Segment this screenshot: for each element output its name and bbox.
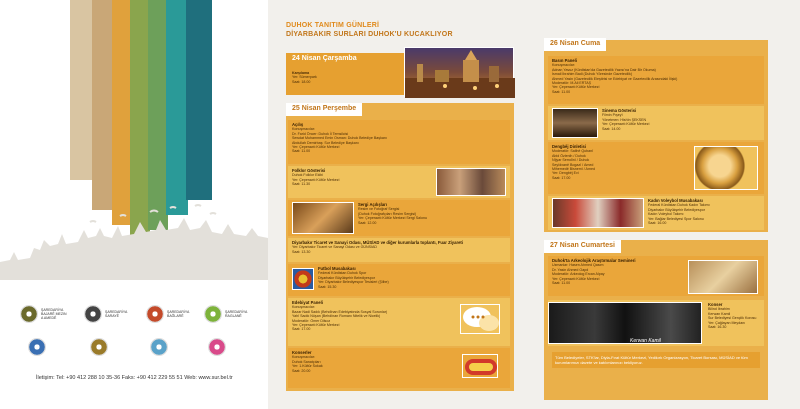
event-line: Yer: Çeperawlı Kültür Merkezi (552, 276, 600, 281)
event-line: Diyarbakır Büyükşehir Belediyespor (648, 207, 705, 212)
city-skyline-silhouette (0, 200, 268, 280)
color-stripe (92, 0, 114, 210)
day-24-section (286, 53, 514, 95)
event-line: Federal Kürdistan Duhok Spor (318, 271, 367, 276)
event-block (548, 196, 764, 230)
event-line: Saat: 15.30 (318, 284, 337, 289)
day-27-label: 27 Nisan Cumartesi (544, 240, 621, 253)
singer-caption: Kerwan Kamil (630, 338, 661, 344)
event-block (548, 142, 764, 194)
event-title: Folklor Gösterisi (292, 168, 326, 173)
event-line: Yer: Çeperawlı Kültür Merkezi Sergi Salonu (358, 216, 427, 221)
event-line: Moderatör: M.Ali ERTAŞ (552, 81, 592, 86)
contact-line: İletişim: Tel: +90 412 288 10 35-36 Faks: +90 412 229 55 51 Web: www.sur.bel.tr (36, 375, 233, 381)
event-text (552, 59, 760, 94)
event-line: Seyîdxanê Bogazî / Amed (552, 162, 594, 167)
right-panel (540, 0, 772, 409)
singers-photo (548, 302, 702, 344)
event-block (288, 298, 510, 346)
event-title: Konser (708, 302, 723, 307)
event-line: Moderatör: Salihê Qubanî (552, 149, 594, 154)
event-line: Yahî Sadık Nûşan (Behdînan Romanı Nitelik ve Nicelik) (292, 314, 381, 319)
folk-dance-photo (436, 168, 506, 196)
event-line: Saat: 11.30 (292, 182, 311, 187)
event-line: Diyarbakır Büyükşehir Belediyespor (318, 275, 375, 280)
event-line: Bilind İbrahim (708, 307, 730, 312)
event-block (548, 106, 764, 140)
event-line: Saat: 14.00 (602, 126, 621, 131)
volleyball-team-photo (552, 198, 644, 228)
sponsor-logo (20, 305, 67, 323)
program-title: DUHOK TANITIM GÜNLERİ (286, 22, 380, 29)
event-line: Yer: Çağlayan Meydanı (708, 320, 746, 325)
event-line: Duhok Folklor Ekibi (292, 173, 323, 178)
logo-emblem-icon (20, 305, 38, 323)
event-line: Konuşmacılar: (292, 305, 315, 310)
event-line: Saat: 17.00 (552, 175, 571, 180)
invitation-footer: Tüm Belediyeler, STK'lar, Diyla-Fırat Kültür Merkezi, Yedikırk Organizasyon, Ticaret Borsası, MÜSİAD ve tüm kurumlarımızı davete ve katılımlarınızı bekliyoruz. (552, 352, 760, 368)
event-line: Yer: Dengbêj Evi (552, 171, 579, 176)
event-text (292, 123, 506, 154)
event-title: Kadın Voleybol Musabakası (648, 198, 703, 203)
event-line: Adnan Yavuz (Kürdistan'da Gazetecilik Yazısı'na Dair Bir Okuma) (552, 67, 656, 72)
event-line: Dr. Farid Öncer: Duhok İl Temsilcisi (292, 131, 349, 136)
event-line: Yer: Diyarbakır Ticaret ve Sanayi Odası ve GÜNSİAD (292, 245, 377, 250)
event-title: Duhok'ta Arkeolojik Araştırmalar Semineri (552, 258, 636, 263)
sponsor-logo (208, 338, 255, 356)
event-text (648, 199, 762, 225)
event-line: Moderatör: Arkeolog Ercan Alpay (552, 272, 605, 277)
logo-emblem-icon (204, 305, 222, 323)
event-line: Uzmanlar: Hasen Ahmed Qasım (552, 263, 604, 268)
event-line: Kadın Voleybol Takımı (648, 212, 684, 217)
event-line: Saat: 16.00 (648, 221, 667, 226)
sponsor-logo (84, 305, 131, 323)
event-line: Yer: Çeperawlı Kültür Merkezi (292, 177, 340, 182)
event-line: Moderatör: Ömer Dilsoz (292, 318, 331, 323)
event-block (288, 238, 510, 262)
left-panel (0, 0, 268, 409)
event-title: Dengbêj Dinletisi (552, 144, 586, 149)
event-line: Mihemedê Bisnemî / Amed (552, 167, 595, 172)
art-exhibition-photo (292, 202, 354, 234)
event-line: Yer: Bağlar Belediyesi Spor Salonu (648, 216, 704, 221)
archaeology-carving-photo (688, 260, 758, 294)
event-line: Saat: 13.30 (292, 249, 311, 254)
event-text (602, 109, 762, 131)
event-line: Saat: 20.00 (292, 368, 311, 373)
speech-bubble-icon (460, 304, 500, 334)
event-line: İsmail İbrahim Badi (Duhok Yöresinde Gazetecilik) (552, 72, 633, 77)
event-block (288, 166, 510, 198)
day-25-label: 25 Nisan Perşembe (286, 103, 362, 116)
event-block (548, 56, 764, 104)
logo-emblem-icon (28, 338, 46, 356)
event-block (288, 200, 510, 236)
event-line: Resim ve Fotoğraf Sergisi (358, 207, 400, 212)
logo-emblem-icon (150, 338, 168, 356)
event-line: Saat: 12.00 (358, 220, 377, 225)
event-line: Filmin Pışeyî (602, 113, 623, 118)
middle-panel (278, 0, 534, 409)
event-line: Ahmed Yasin (Gazetecilik Eleştirisi ve Edebiyat ve Gazetecilik Arasındaki İlişki) (552, 76, 678, 81)
event-line: Kerwan Kamil (708, 311, 731, 316)
event-line: Yer: 1.Kültür Sokak (292, 364, 323, 369)
sponsor-logo (90, 338, 137, 356)
event-block (288, 348, 510, 388)
sponsor-logo (150, 338, 197, 356)
event-line: Saat: 17.00 (292, 327, 311, 332)
color-stripe (148, 0, 168, 230)
event-line: Dr. Yasin Ahmed Oapd (552, 267, 589, 272)
event-line: Nîjyar Semdînî / Duhok (552, 158, 590, 163)
event-line: Yönetmen: Hishîn ŞEKSEN (602, 117, 647, 122)
football-club-logo (292, 268, 314, 290)
event-title: Basın Paneli (552, 58, 577, 63)
day-26-label: 26 Nisan Cuma (544, 38, 606, 51)
event-title: Futbol Musabakası (318, 266, 356, 271)
logo-label: ŞAREDARİYA BAĞLARÊ (167, 310, 190, 318)
event-text (358, 203, 508, 225)
event-block (288, 120, 510, 164)
event-line: Sur Belediyesi Gençlik Korosu (708, 316, 757, 321)
event-line: (Duhok Fotoğrafçıları Resim Sergisi) (358, 211, 417, 216)
logo-emblem-icon (146, 305, 164, 323)
film-portrait-photo (552, 108, 598, 138)
color-stripe (112, 0, 132, 225)
event-line: Saat: 11.00 (552, 89, 571, 94)
event-title: Edebiyat Paneli (292, 300, 323, 305)
event-line: Abdullah Demirbaş: Sur Belediye Başkanı (292, 140, 359, 145)
event-line: Yer: Diyarbakır Belediyespor Tesisleri (Şilbe) (318, 280, 389, 285)
event-line: Yer: Çeperawlı Kültür Merkezi (292, 145, 340, 150)
daf-drum-photo (694, 146, 758, 190)
event-line: Yer: Çeperawlı Kültür Merkezi (602, 122, 650, 127)
logo-label: ŞAREDARİYA BAJARÊ MEZIN A AMEDÊ (41, 308, 67, 320)
event-title: Sergi Açılışları (358, 202, 387, 207)
event-line: Saat: 16.30 (708, 325, 727, 330)
logo-emblem-icon (208, 338, 226, 356)
event-line: Saat: 11.00 (292, 149, 311, 154)
sponsor-logo (146, 305, 193, 323)
event-text (292, 241, 506, 254)
event-title: Konserler (292, 350, 312, 355)
event-title: Açılış (292, 122, 304, 127)
event-block (548, 256, 764, 296)
event-line: Bazar Nadi Sadık (Behdînan Edebiyatında Sosyal Sorunlar) (292, 309, 388, 314)
event-line: Yer: Çeperawlı Kültür Merkezi (552, 85, 600, 90)
event-line: Konuşmacılar: (292, 355, 315, 360)
event-line: Duhok Sanatçıları (292, 359, 321, 364)
concert-badge-icon (462, 354, 498, 378)
logo-emblem-icon (90, 338, 108, 356)
event-title: Sinema Gösterisi (602, 108, 637, 113)
program-subtitle: DİYARBAKIR SURLARI DUHOK'U KUCAKLIYOR (286, 31, 453, 38)
event-line: Konuşmacılar: (292, 127, 315, 132)
logo-label: ŞAREDARİYA RAGLANÊ (225, 310, 248, 318)
event-text (318, 267, 508, 289)
event-line: Konuşmacılar: (552, 63, 575, 68)
event-line: Yer: Çeperawlı Kültür Merkezi (292, 323, 340, 328)
event-text (708, 303, 762, 329)
logo-emblem-icon (84, 305, 102, 323)
day-24-label: 24 Nisan Çarşamba (286, 53, 363, 66)
event-title: Diyarbakır Ticaret ve Sanayi Odası, MÜSİAD ve diğer kurumlarla toplantı, Fuar Ziyareti (292, 240, 463, 245)
event-block (288, 264, 510, 296)
color-stripe (186, 0, 212, 200)
event-line: Federal Kürdistan Duhok Kadın Takımı (648, 203, 710, 208)
event-line: Abid Özlenih / Duhok (552, 153, 586, 158)
event-line: Sewdat Muhammed Emin Osman: Duhok Belediye Başkanı (292, 136, 387, 141)
sponsor-logo (204, 305, 251, 323)
city-night-photo (404, 47, 514, 97)
day-24-details: Karşılama Yer: Sümerpark Saat: 18.00 (292, 71, 317, 84)
sponsor-logo (28, 338, 75, 356)
logo-label: ŞAREDARİYA SARAYÊ (105, 310, 128, 318)
color-stripe (166, 0, 188, 215)
color-stripe (70, 0, 94, 180)
event-line: Saat: 11.00 (552, 281, 571, 286)
